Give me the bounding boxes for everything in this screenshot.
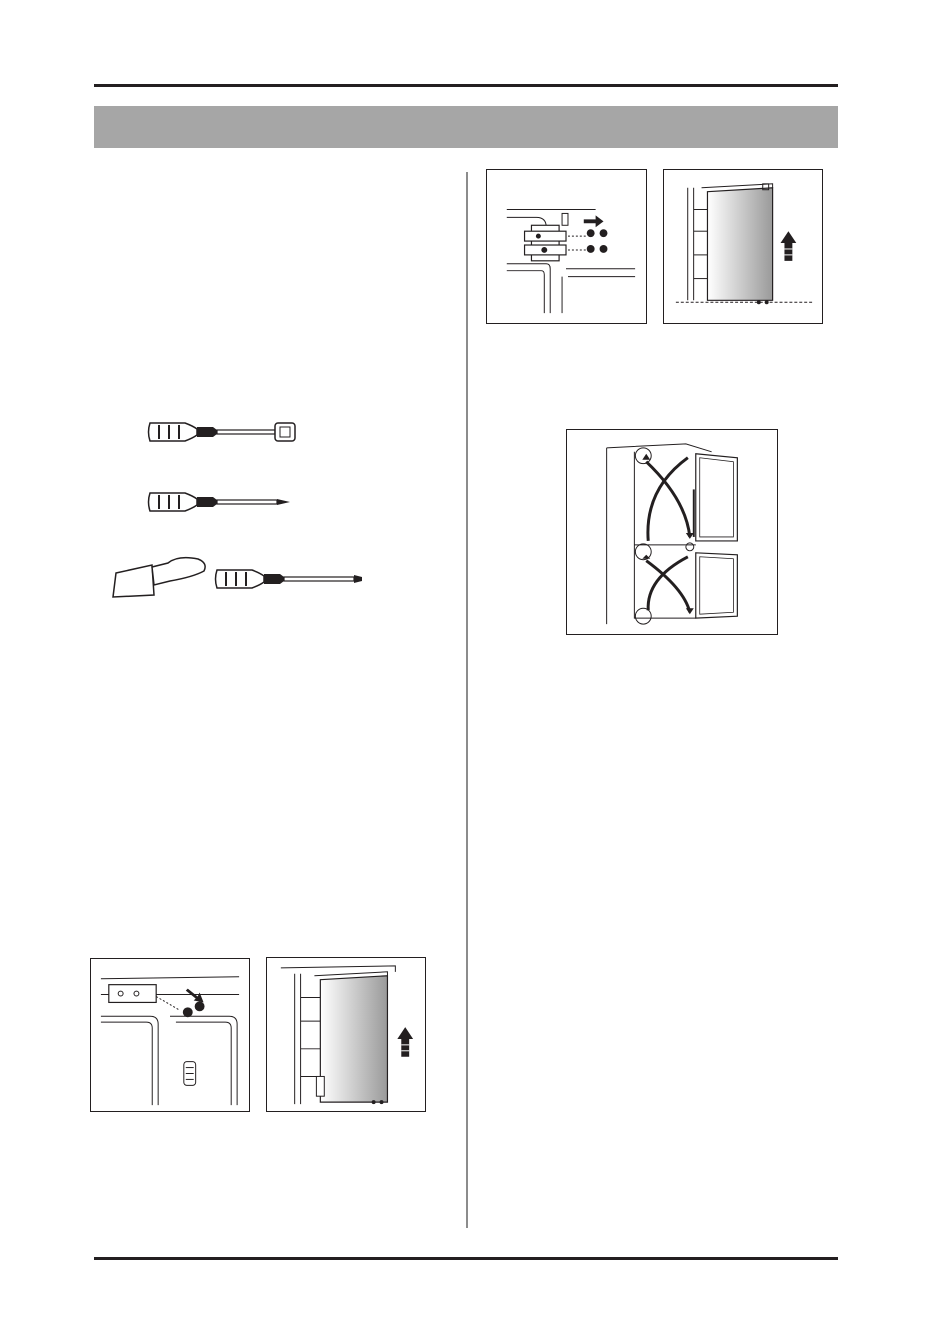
door-reversal-diagram bbox=[566, 429, 778, 635]
flat-screwdriver-icon bbox=[212, 565, 367, 593]
section-header-bar bbox=[94, 106, 838, 148]
phillips-screwdriver-icon bbox=[145, 488, 300, 516]
middle-hinge-removal-figure bbox=[486, 169, 647, 324]
column-divider bbox=[466, 172, 468, 1228]
top-rule bbox=[94, 84, 838, 87]
upper-door-lift-figure bbox=[266, 957, 426, 1112]
putty-knife-icon bbox=[108, 555, 210, 600]
top-hinge-removal-figure bbox=[90, 958, 250, 1112]
bottom-rule bbox=[94, 1257, 838, 1260]
socket-screwdriver-icon bbox=[145, 418, 300, 446]
lower-door-lift-figure bbox=[663, 169, 823, 324]
